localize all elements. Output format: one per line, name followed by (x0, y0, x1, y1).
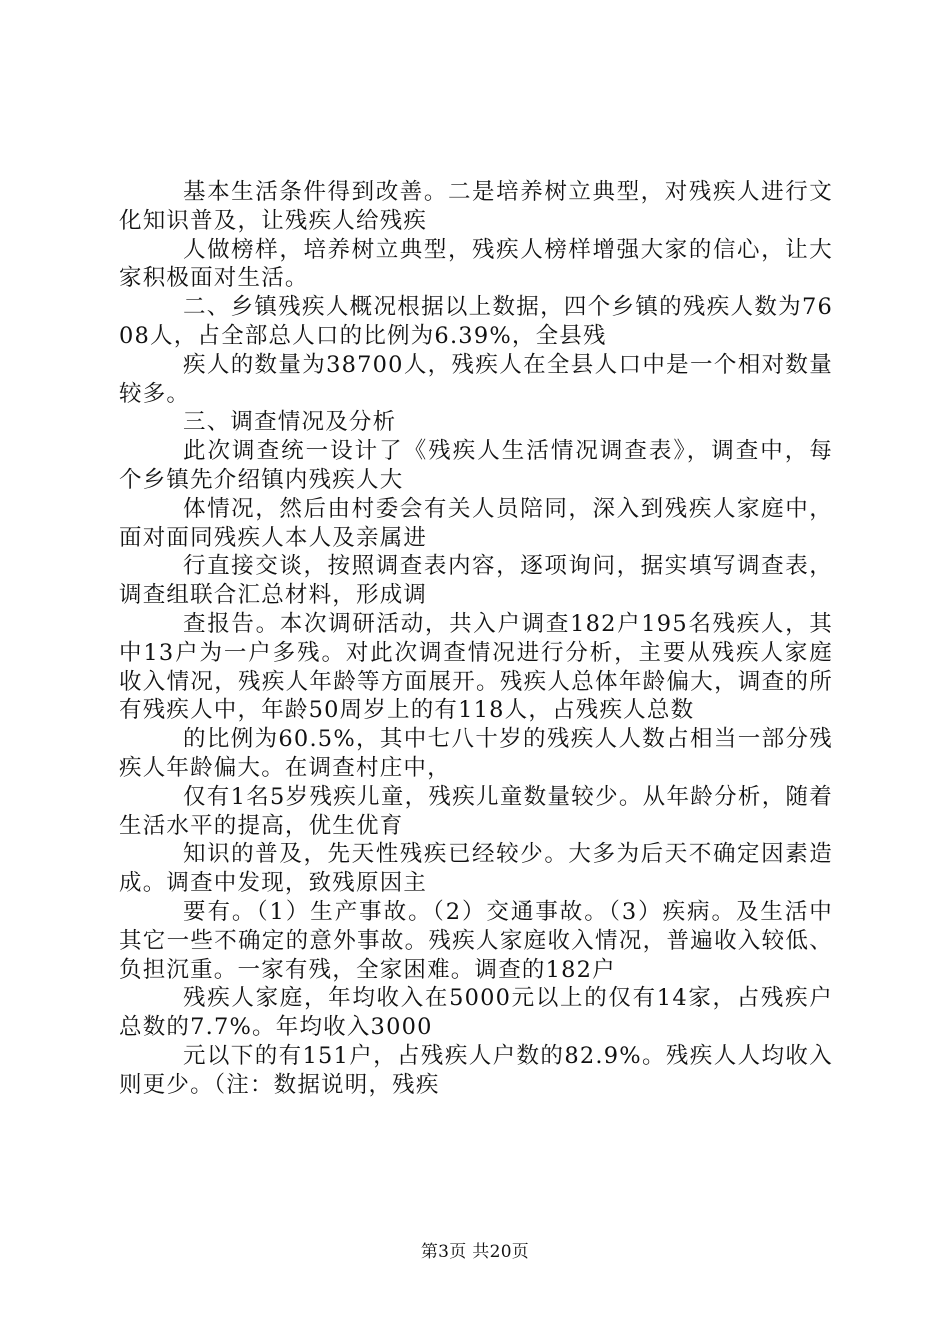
paragraph: 人做榜样，培养树立典型，残疾人榜样增强大家的信心，让大家积极面对生活。 (119, 236, 833, 292)
body-text (119, 178, 833, 1100)
paragraph: 元以下的有151户，占残疾人户数的82.9%。残疾人人均收入则更少。（注：数据说明，残疾 (119, 1042, 833, 1098)
paragraph: 残疾人家庭，年均收入在5000元以上的仅有14家，占残疾户总数的7.7%。年均收入3000 (119, 985, 833, 1041)
page-number-footer: 第3页 共20页 (420, 1242, 530, 1262)
paragraph: 知识的普及，先天性残疾已经较少。大多为后天不确定因素造成。调查中发现，致残原因主 (119, 841, 833, 897)
paragraph: 行直接交谈，按照调查表内容，逐项询问，据实填写调查表，调查组联合汇总材料，形成调 (119, 553, 833, 609)
paragraph: 疾人的数量为38700人，残疾人在全县人口中是一个相对数量较多。 (119, 351, 833, 407)
paragraph: 仅有1名5岁残疾儿童，残疾儿童数量较少。从年龄分析，随着生活水平的提高，优生优育 (119, 783, 833, 839)
section-heading: 三、调查情况及分析 (183, 409, 397, 436)
paragraph: 要有。（1）生产事故。（2）交通事故。（3）疾病。及生活中其它一些不确定的意外事故。残疾人家庭收入情况，普遍收入较低、负担沉重。一家有残，全家困难。调查的182户 (119, 898, 833, 983)
paragraph: 基本生活条件得到改善。二是培养树立典型，对残疾人进行文化知识普及，让残疾人给残疾 (119, 179, 833, 234)
paragraph: 此次调查统一设计了《残疾人生活情况调查表》，调查中，每个乡镇先介绍镇内残疾人大 (119, 438, 833, 493)
paragraph: 体情况，然后由村委会有关人员陪同，深入到残疾人家庭中，面对面同残疾人本人及亲属进 (119, 495, 833, 551)
paragraph: 的比例为60.5%，其中七八十岁的残疾人人数占相当一部分残疾人年龄偏大。在调查村庄中， (119, 726, 833, 781)
paragraph: 查报告。本次调研活动，共入户调查182户195名残疾人，其中13户为一户多残。对此次调查情况进行分析，主要从残疾人家庭收入情况，残疾人年龄等方面展开。残疾人总体年龄偏大，调查的所有残疾人中，年龄50周岁上的有118人，占残疾人总数 (119, 610, 833, 724)
paragraph: 二、乡镇残疾人概况根据以上数据，四个乡镇的残疾人数为7608人，占全部总人口的比例为6.39%，全县残 (119, 294, 833, 349)
